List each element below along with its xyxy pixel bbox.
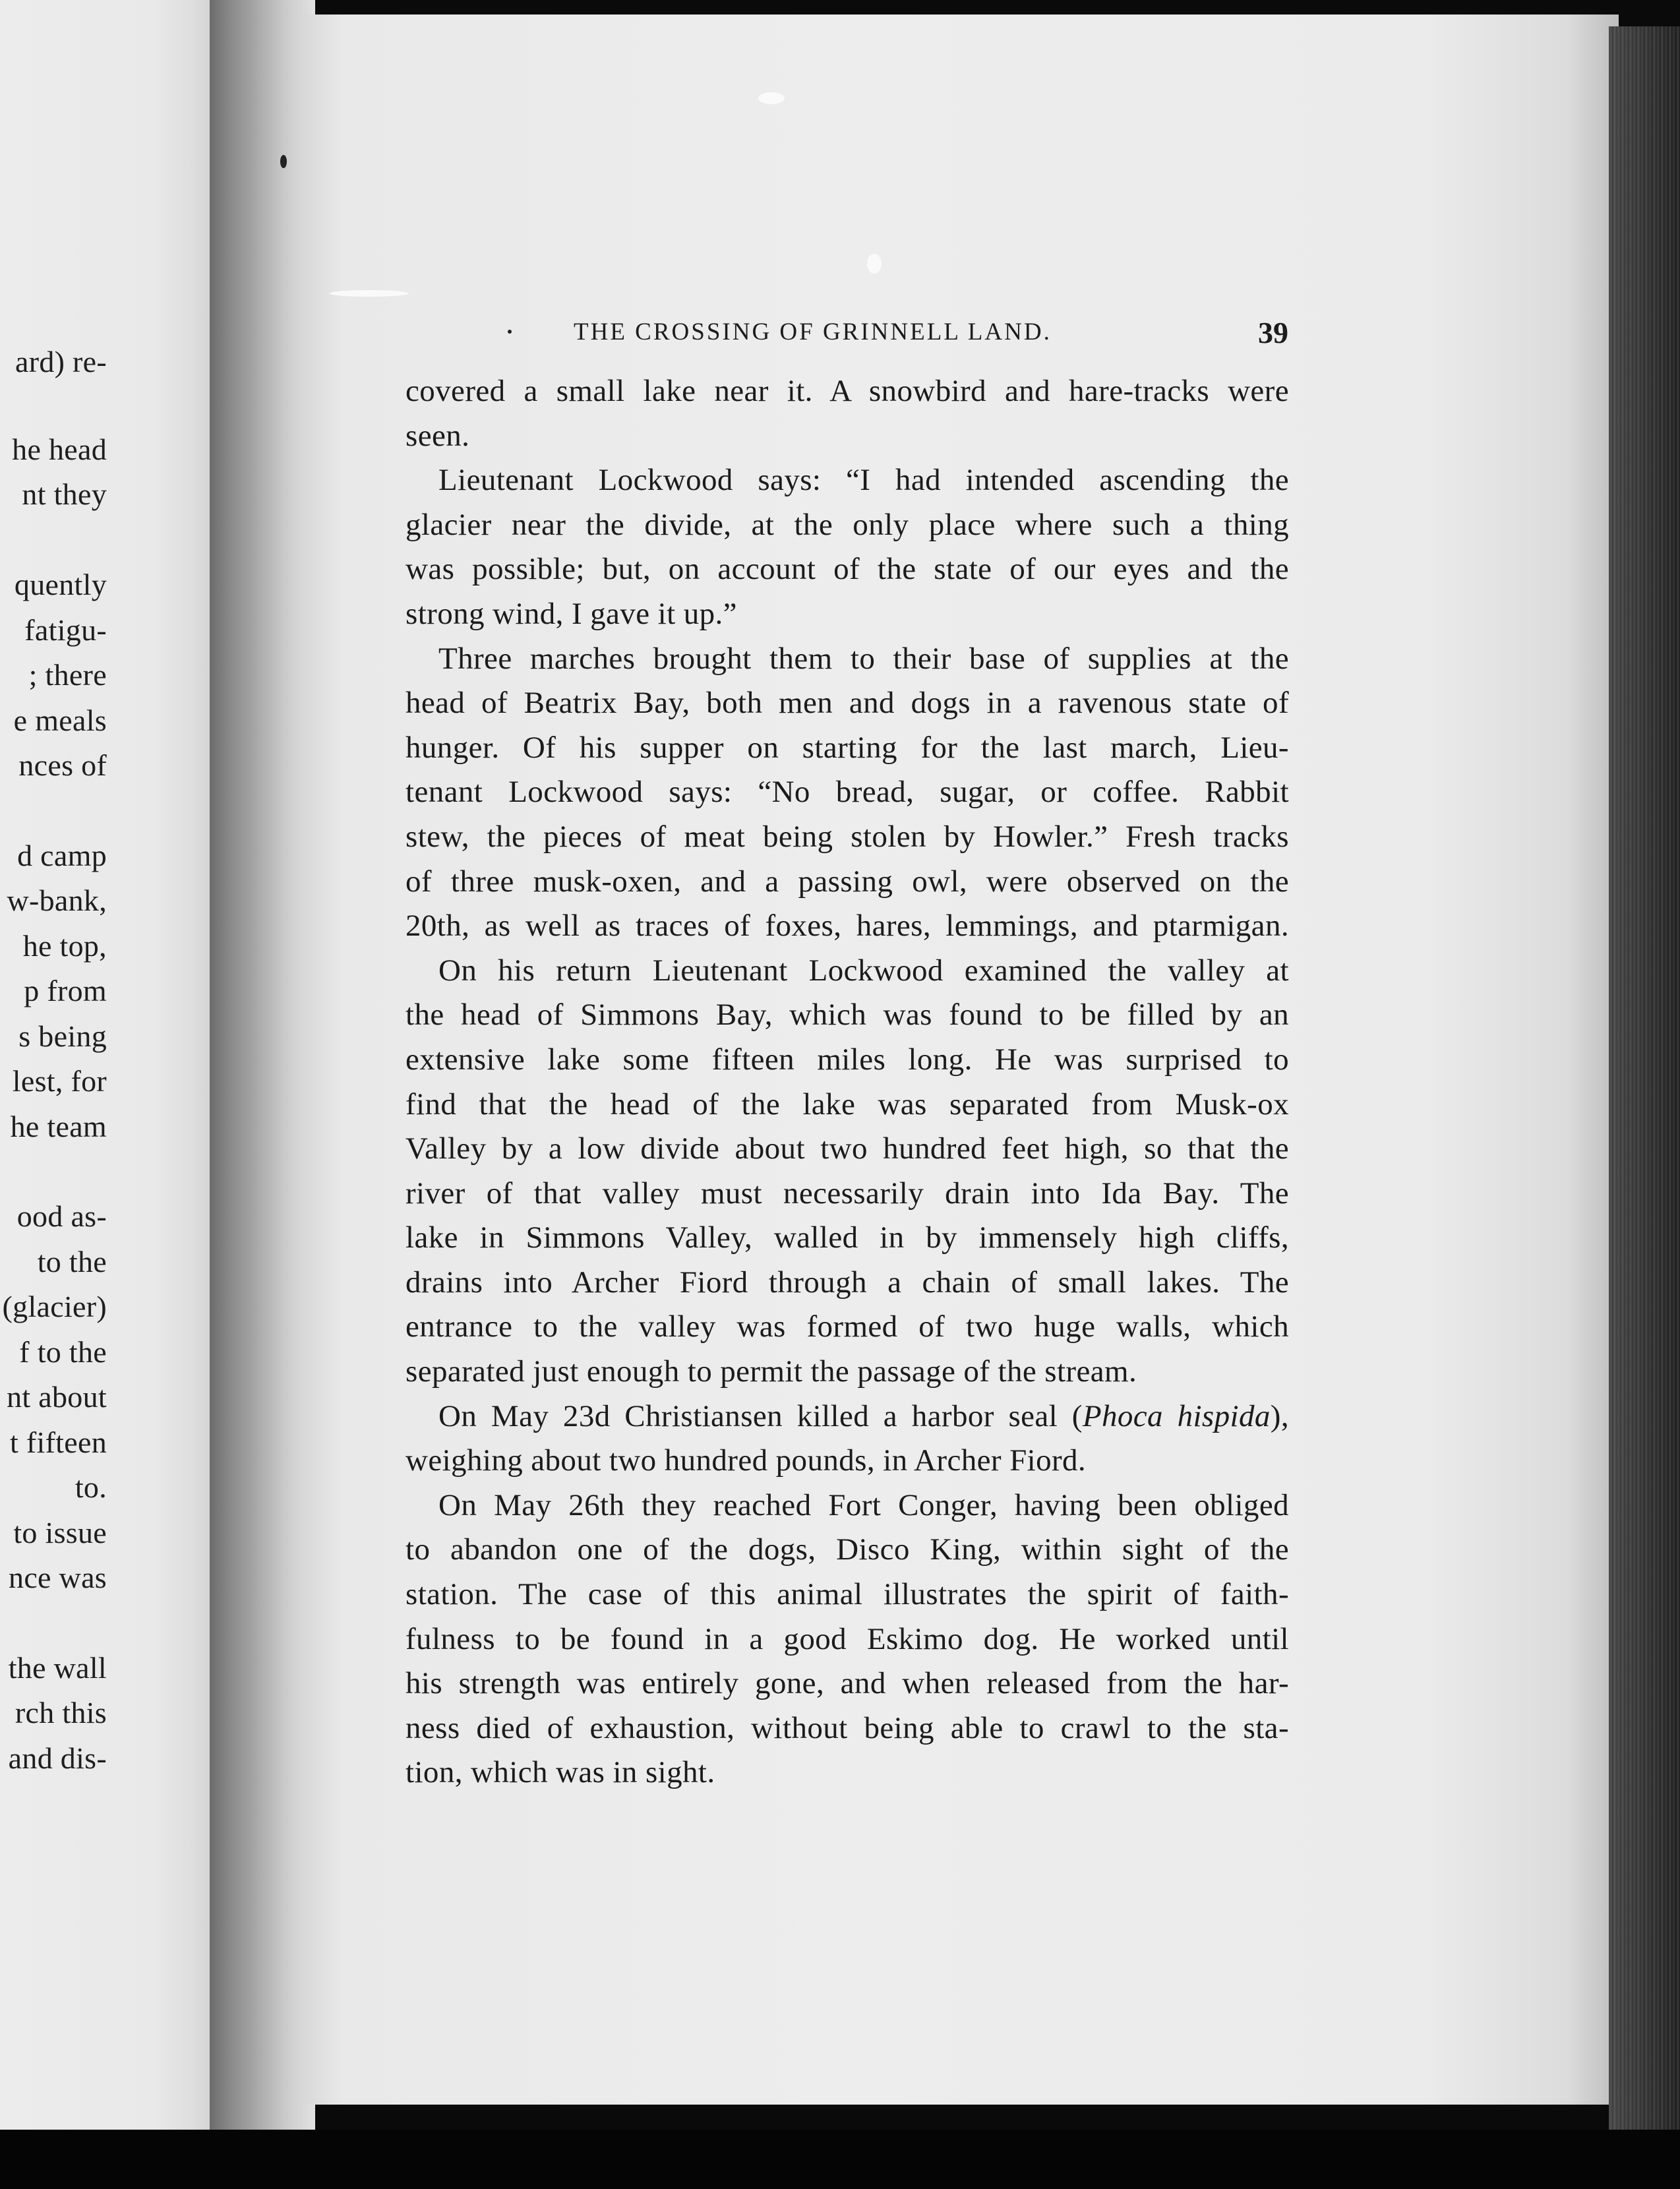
scan-speck — [867, 254, 882, 274]
left-page-line: e meals — [13, 704, 107, 737]
text-line: was possible; but, on account of the state of our eyes and the — [405, 552, 1289, 587]
text-line: extensive lake some fifteen miles long. He was surprised to — [405, 1042, 1289, 1077]
text-line: glacier near the divide, at the only place where such a thing — [405, 507, 1289, 542]
left-page-line: d camp — [17, 839, 107, 872]
left-page-line: w-bank, — [7, 884, 107, 917]
left-page-line: nces of — [18, 748, 107, 782]
text-line: drains into Archer Fiord through a chain of small lakes. The — [405, 1265, 1289, 1300]
text-line: Valley by a low divide about two hundred feet high, so that the — [405, 1131, 1289, 1166]
italic-species-name: Phoca hispida — [1082, 1398, 1271, 1433]
text-line: On his return Lieutenant Lockwood examined the valley at — [438, 953, 1289, 988]
left-page-line: to issue — [13, 1516, 107, 1549]
scan-speck — [330, 290, 409, 297]
left-page-line: t fifteen — [9, 1425, 107, 1459]
left-facing-page — [0, 0, 219, 2130]
left-page-line: nt they — [22, 477, 107, 511]
left-page-line: f to the — [19, 1335, 107, 1369]
scan-bottom-border — [0, 2130, 1680, 2189]
text-line — [405, 1394, 1289, 1439]
left-page-line: to. — [75, 1470, 107, 1504]
left-page-line: lest, for — [12, 1064, 107, 1098]
left-page-line: p from — [24, 974, 107, 1007]
left-page-line: nce was — [9, 1561, 107, 1594]
text-line: hunger. Of his supper on starting for the last march, Lieu- — [405, 730, 1289, 765]
left-page-line: ard) re- — [15, 345, 107, 378]
text-line: Lieutenant Lockwood says: “I had intended ascending the — [438, 463, 1289, 498]
text-line: weighing about two hundred pounds, in Archer Fiord. — [405, 1443, 1087, 1478]
text-line: entrance to the valley was formed of two huge walls, which — [405, 1309, 1289, 1344]
scan-speck — [280, 155, 287, 168]
left-page-line: quently — [14, 568, 107, 601]
text-line: the head of Simmons Bay, which was found to be filled by an — [405, 998, 1289, 1033]
left-page-line: to the — [37, 1245, 107, 1278]
text-line: river of that valley must necessarily drain into Ida Bay. The — [405, 1176, 1289, 1211]
left-page-line: ; there — [28, 658, 107, 692]
running-head: THE CROSSING OF GRINNELL LAND. — [574, 318, 1052, 345]
text-line: separated just enough to permit the passage of the stream. — [405, 1354, 1137, 1389]
scan-speck — [758, 92, 785, 104]
text-line: 20th, as well as traces of foxes, hares, lemmings, and ptarmigan. — [405, 909, 1289, 944]
text-line: seen. — [405, 418, 470, 453]
book-gutter-shadow — [210, 0, 315, 2130]
text-line: his strength was entirely gone, and when released from the har- — [405, 1666, 1289, 1701]
left-page-line: rch this — [15, 1696, 107, 1729]
text-line: stew, the pieces of meat being stolen by Howler.” Fresh tracks — [405, 819, 1289, 854]
text-line: find that the head of the lake was separated from Musk-ox — [405, 1087, 1289, 1122]
text-line: ness died of exhaustion, without being able to crawl to the sta- — [405, 1710, 1289, 1745]
left-page-line: he team — [10, 1110, 107, 1143]
text-line: strong wind, I gave it up.” — [405, 596, 737, 631]
left-page-line: he top, — [22, 929, 107, 963]
text-line: Three marches brought them to their base of supplies at the — [438, 641, 1289, 676]
page-edges — [1609, 26, 1680, 2130]
text-line: to abandon one of the dogs, Disco King, within sight of the — [405, 1532, 1289, 1567]
left-page-line: and dis- — [8, 1741, 107, 1775]
text-line: lake in Simmons Valley, walled in by immensely high cliffs, — [405, 1220, 1289, 1255]
text-line: covered a small lake near it. A snowbird and hare-tracks were — [405, 374, 1289, 408]
text-line: tenant Lockwood says: “No bread, sugar, or coffee. Rabbit — [405, 775, 1289, 810]
text-segment: ), — [1270, 1398, 1289, 1433]
text-line: fulness to be found in a good Eskimo dog. He worked until — [405, 1621, 1289, 1656]
page-number: 39 — [1258, 316, 1288, 349]
text-line: tion, which was in sight. — [405, 1755, 715, 1790]
left-page-line: ood as- — [16, 1199, 107, 1233]
left-page-line: nt about — [7, 1380, 107, 1414]
text-line: station. The case of this animal illustrates the spirit of faith- — [405, 1577, 1289, 1612]
left-page-line: (glacier) — [2, 1290, 107, 1323]
scan-speck — [508, 330, 512, 334]
body-text — [405, 369, 1289, 1795]
left-page-line: he head — [12, 433, 107, 466]
text-line: On May 26th they reached Fort Conger, having been obliged — [438, 1487, 1289, 1522]
left-page-line: the wall — [8, 1651, 107, 1685]
text-line: head of Beatrix Bay, both men and dogs in a ravenous state of — [405, 686, 1289, 721]
left-page-line: s being — [18, 1019, 107, 1053]
text-segment: On May 23d Christiansen killed a harbor seal ( — [438, 1398, 1083, 1433]
text-line: of three musk-oxen, and a passing owl, were observed on the — [405, 864, 1289, 899]
left-page-line: fatigu- — [24, 613, 107, 647]
